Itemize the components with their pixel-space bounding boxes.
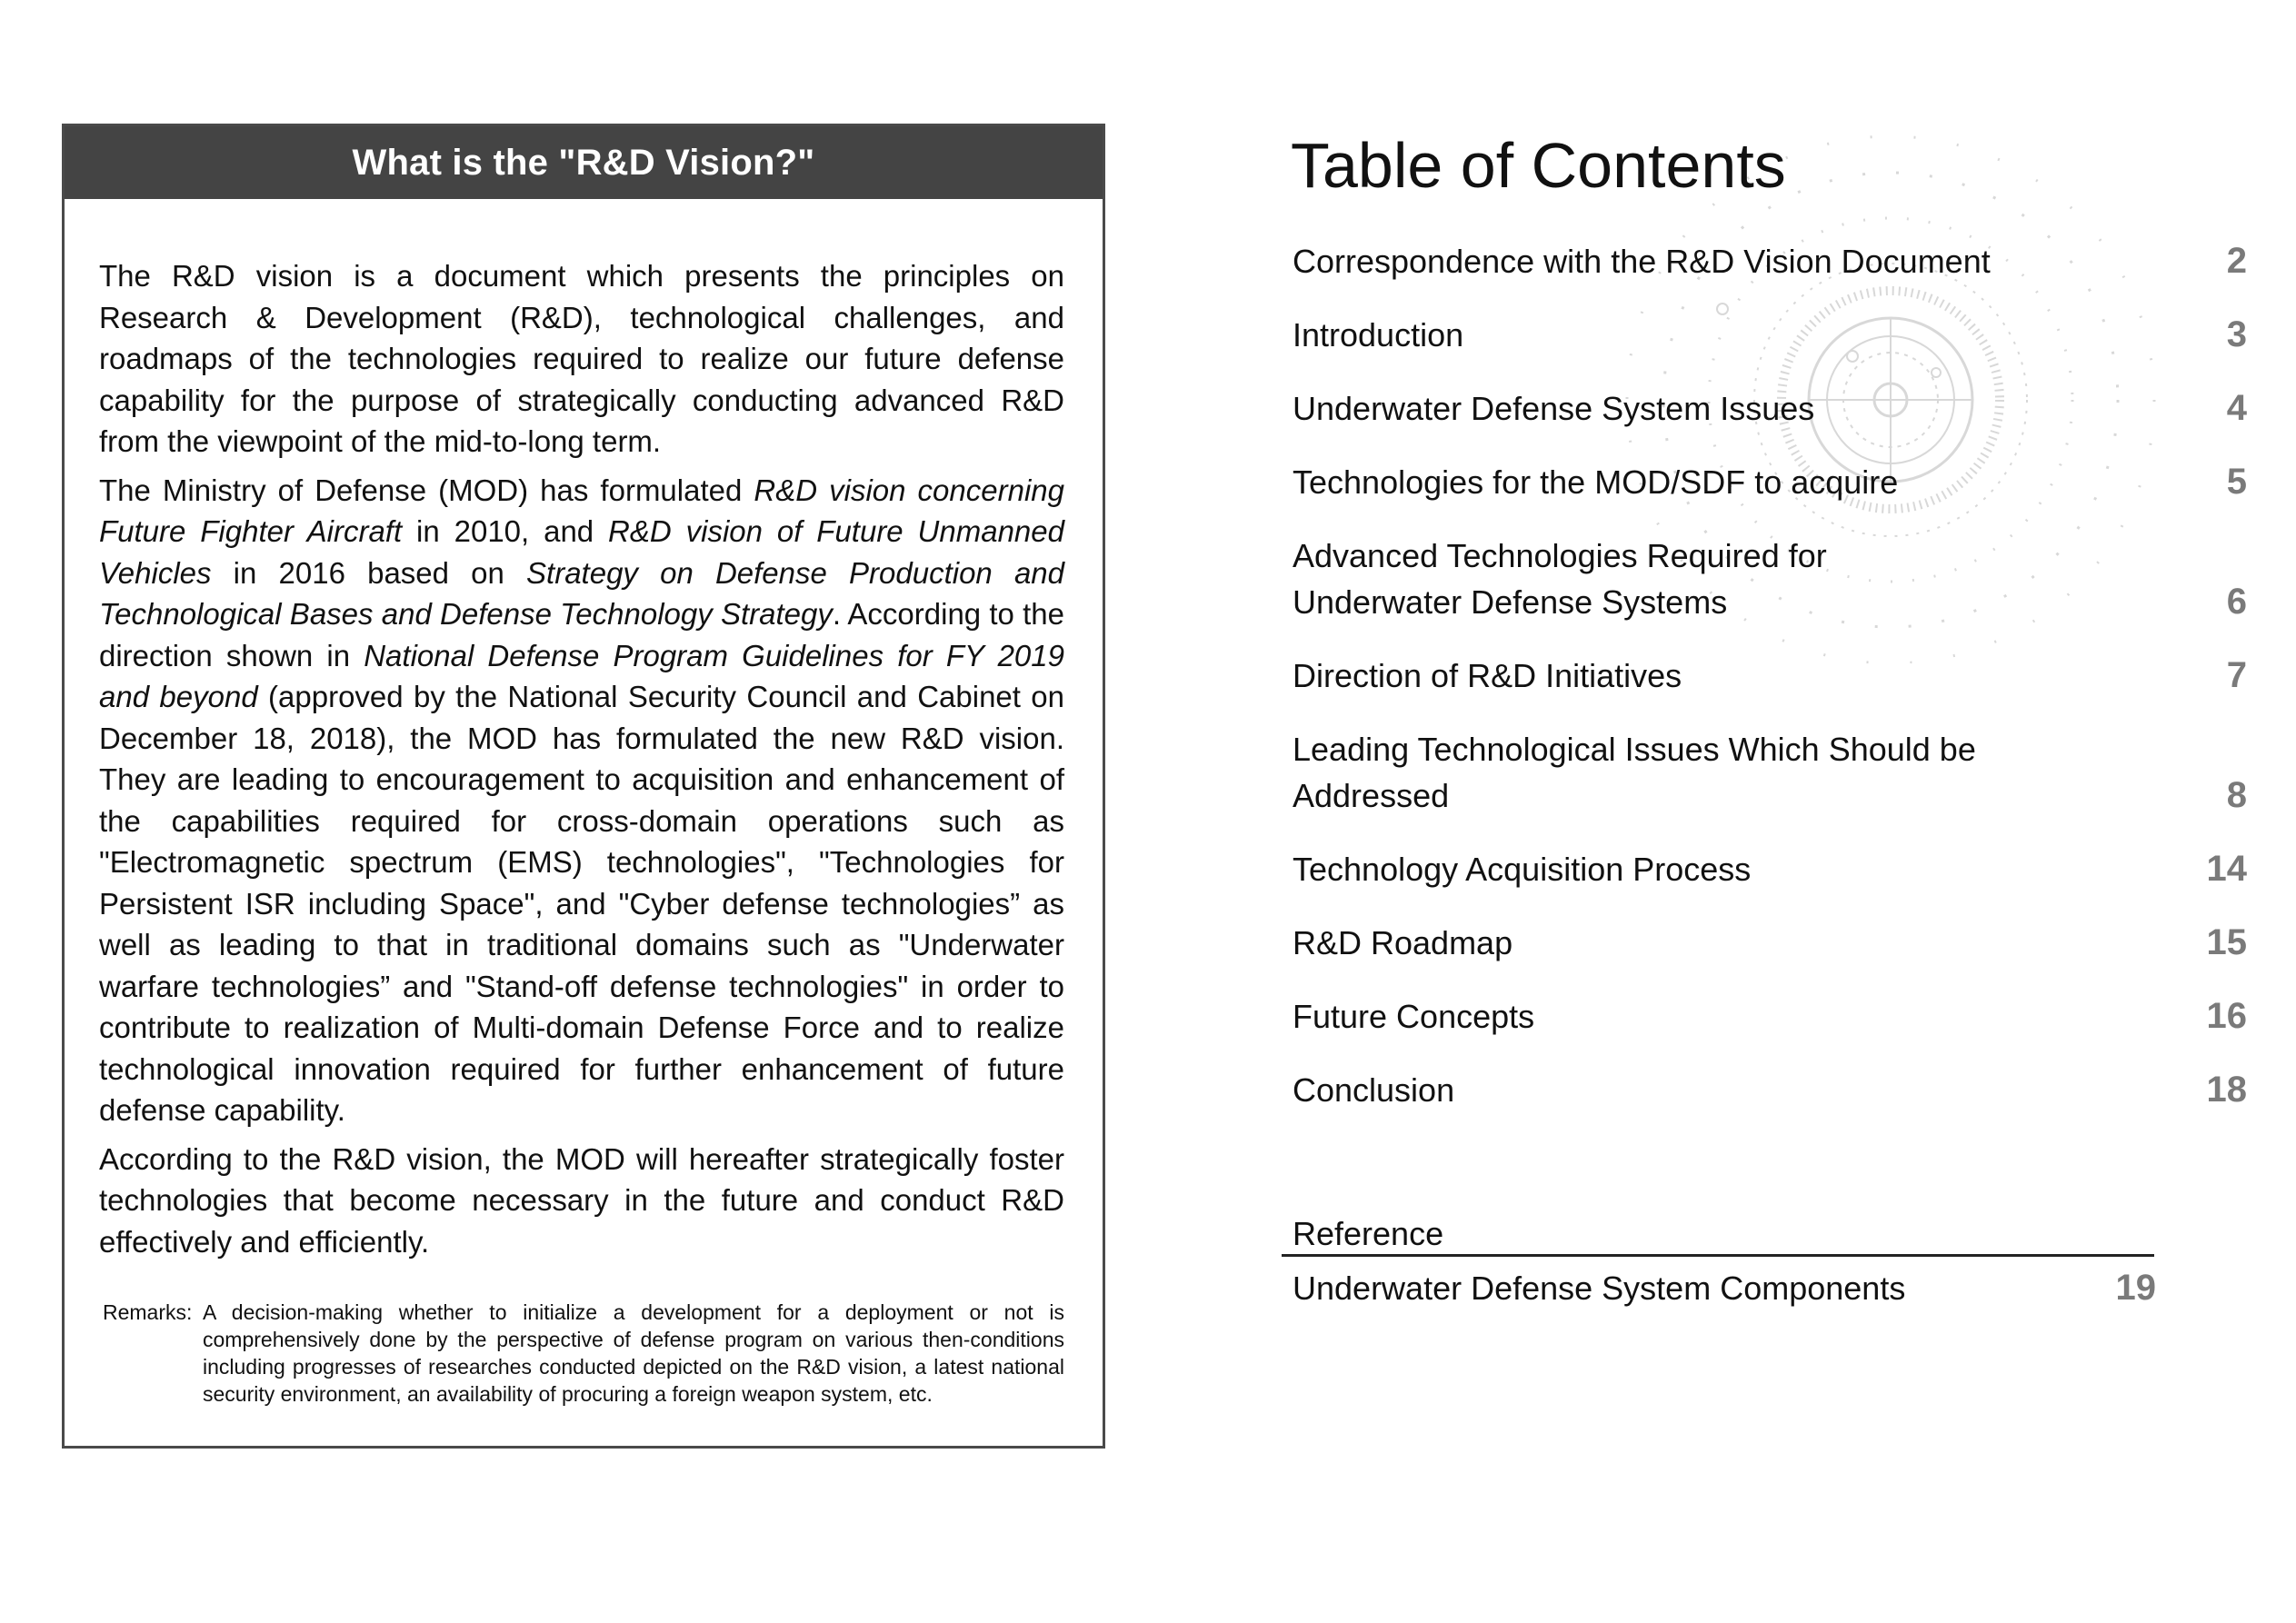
toc-item-page: 18 (2206, 1070, 2247, 1110)
remarks-label: Remarks: (103, 1300, 193, 1324)
paragraph-2-text: in 2016 based on (211, 555, 527, 590)
paragraph-2-text: (approved by the National Security Council and Cabinet on December 18, 2018), the MOD has formulated the new R&D vision. They are leading to encouragement to acquisition and enhancement of the capabilities required for cross-domain operations such as "Electromagnetic spectrum (EMS) technologies", "Technologies for Persistent ISR including Space", and "Cyber defense technologies” as well as leading to that in traditional domains such as "Underwater warfare technologies” and "Stand-off defense technologies" in order to contribute to realization of Multi-domain Defense Force and to realize technological innovation required for further enhancement of future defense capability. (99, 680, 1065, 1127)
remarks-text: A decision-making whether to initialize a development for a deployment or not is comprehensively done by the perspective of defense program on various then-conditions including progresses of researches conducted depicted on the R&D vision, a latest national security environment, an availability of procuring a foreign weapon system, etc. (203, 1300, 1064, 1406)
toc-item-label: Future Concepts (1293, 998, 1535, 1035)
rd-vision-paragraph-3: According to the R&D vision, the MOD will hereafter strategically foster technologies that become necessary in the future and conduct R&D effectively and efficiently. (99, 1141, 1064, 1259)
paragraph-2-text: in 2010, and (402, 514, 609, 548)
toc-item-label: Underwater Defense System Issues (1293, 390, 1815, 427)
toc-item[interactable] (1293, 459, 2247, 505)
toc-item-page: 6 (2226, 582, 2247, 622)
toc-item-page: 5 (2226, 462, 2247, 502)
rd-vision-box (62, 124, 1105, 1449)
toc-item[interactable] (1293, 238, 2247, 284)
toc-item[interactable] (1293, 1067, 2247, 1113)
toc-item[interactable] (1293, 312, 2247, 358)
toc-item-label: Leading Technological Issues Which Should be Addressed (1293, 731, 1976, 814)
reference-item-label: Underwater Defense System Components (1293, 1270, 1906, 1307)
toc-item-page: 8 (2226, 775, 2247, 815)
toc-item-page: 14 (2206, 849, 2247, 889)
toc-item-label: Advanced Technologies Required for Underwater Defense Systems (1293, 537, 1827, 621)
toc-item-label: Direction of R&D Initiatives (1293, 657, 1682, 694)
paragraph-2-text: The Ministry of Defense (MOD) has formulated (99, 473, 754, 507)
toc-item[interactable] (1293, 846, 2247, 892)
reference-heading: Reference (1293, 1215, 1444, 1252)
toc-item[interactable] (1293, 652, 2247, 699)
remarks (103, 1299, 1064, 1408)
toc-item[interactable] (1293, 920, 2247, 966)
toc-item-label: Introduction (1293, 316, 1464, 353)
rd-vision-paragraph-1: The R&D vision is a document which presents the principles on Research & Development (R&D), technological challenges, and roadmaps of the technologies required to realize our future defense capability for the purpose of strategically conducting advanced R&D from the viewpoint of the mid-to-long term. (99, 259, 1064, 458)
paragraph-2-italic-title: National Defense Program Guidelines for FY 2019 and beyond (99, 638, 1064, 713)
toc-item-page: 2 (2226, 241, 2247, 281)
toc-item[interactable] (1293, 385, 2247, 432)
toc-item-label: Conclusion (1293, 1071, 1455, 1109)
reference-item-page: 19 (2115, 1268, 2156, 1308)
toc-title: Table of Contents (1291, 130, 1786, 201)
rd-vision-body (65, 199, 1103, 1262)
toc-item-label: Correspondence with the R&D Vision Document (1293, 243, 1991, 280)
paragraph-2-italic-title: Strategy on Defense Production and Technological Bases and Defense Technology Strategy (99, 555, 1065, 631)
toc-item[interactable] (1293, 533, 2247, 625)
rd-vision-title: What is the "R&D Vision?" (65, 126, 1103, 199)
toc-item-page: 15 (2206, 922, 2247, 962)
toc-item-page: 4 (2226, 388, 2247, 428)
toc-item[interactable] (1293, 726, 2247, 819)
paragraph-2-italic-title: R&D vision concerning Future Fighter Aircraft (99, 473, 1064, 548)
toc-item-page: 16 (2206, 996, 2247, 1036)
rd-vision-paragraph-2 (99, 470, 1064, 1131)
toc-item-label: Technology Acquisition Process (1293, 851, 1752, 888)
reference-item[interactable] (1293, 1265, 2156, 1311)
toc-item-label: R&D Roadmap (1293, 924, 1513, 961)
paragraph-2-text: . According to the direction shown in (99, 597, 1064, 672)
toc-item[interactable] (1293, 993, 2247, 1040)
toc-item-label: Technologies for the MOD/SDF to acquire (1293, 463, 1899, 501)
toc-item-page: 3 (2226, 314, 2247, 354)
paragraph-2-italic-title: R&D vision of Future Unmanned Vehicles (99, 514, 1064, 590)
reference-divider (1282, 1254, 2154, 1257)
toc-list (1293, 238, 2247, 1140)
toc-item-page: 7 (2226, 655, 2247, 695)
